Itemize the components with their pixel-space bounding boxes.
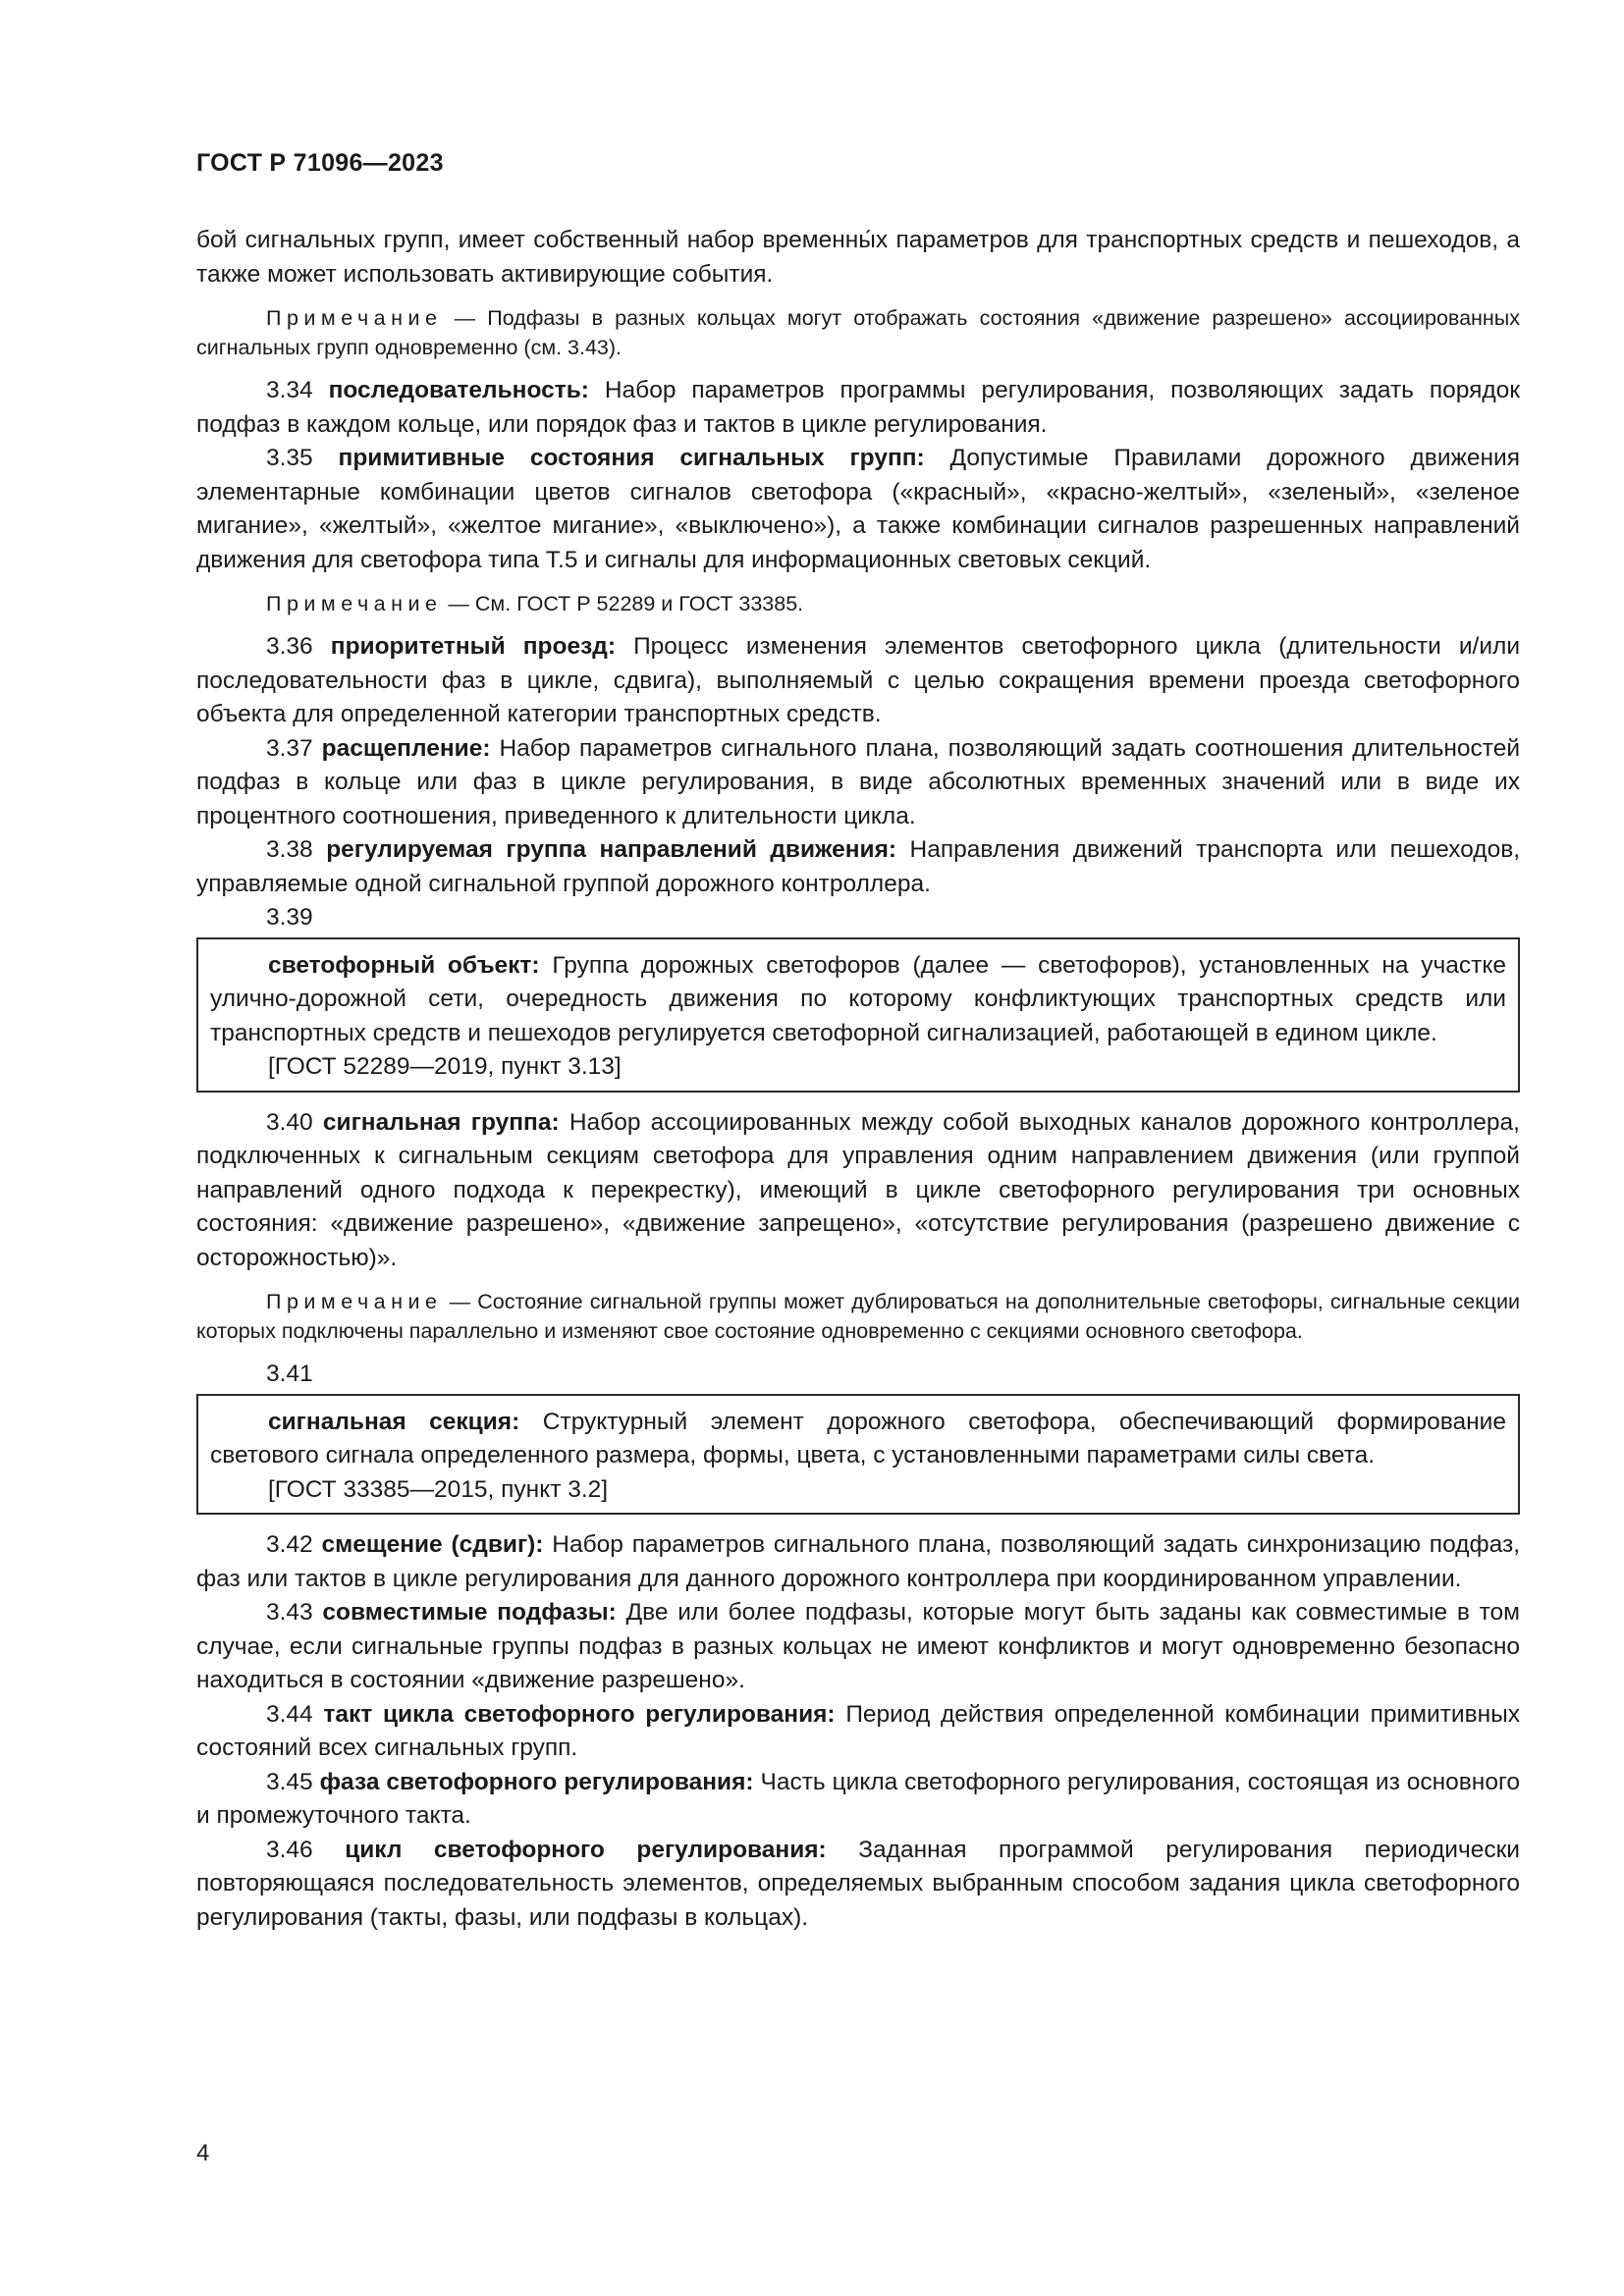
term-name: примитивные состояния сигнальных групп: — [338, 445, 925, 471]
definition-paragraph — [196, 630, 1520, 732]
term-name: приоритетный проезд: — [330, 633, 616, 660]
document-header: ГОСТ Р 71096—2023 — [196, 149, 444, 177]
note-label: Примечание — [266, 306, 443, 330]
definition-paragraph — [196, 833, 1520, 901]
definition-paragraph — [210, 1406, 1506, 1473]
note-paragraph — [196, 1287, 1520, 1346]
definition-paragraph — [196, 442, 1520, 577]
term-name: сигнальная группа: — [322, 1108, 560, 1136]
term-name: цикл светофорного регулирования: — [345, 1836, 827, 1863]
term-number: 3.46 — [266, 1836, 313, 1863]
source-reference: [ГОСТ 52289—2019, пункт 3.13] — [268, 1053, 622, 1080]
note-label: Примечание — [266, 1290, 443, 1313]
term-definition: Допустимые Правилами дорожного движения элементарные комбинации цветов сигналов светофора («красный», «красно-желтый», «зеленый», «зеленое мигание», «желтый», «желтое мигание», «выключено»), а также комбинации сигналов разрешенных направлений движения для светофора типа Т.5 и сигналы для информационных световых секций. — [196, 445, 1520, 573]
definition-paragraph — [196, 1698, 1520, 1766]
term-definition: Две или более подфазы, которые могут быть заданы как совместимые в том случае, если сигнальные группы подфаз в разных кольцах не имеют конфликтов и могут одновременно безопасно находиться в состоянии «движение разрешено». — [196, 1599, 1521, 1693]
term-definition: Набор параметров программы регулирования, позволяющих задать порядок подфаз в каждом кольце, или порядок фаз и тактов в цикле регулирования. — [196, 377, 1520, 438]
term-number: 3.44 — [266, 1700, 313, 1728]
note-paragraph — [196, 589, 1520, 618]
note-label: Примечание — [266, 592, 443, 615]
term-definition: Группа дорожных светофоров (далее — светофоров), установленных на участке улично-дорожной сети, очередность движения по которому конфликтующих транспортных средств или транспортных средств и пешеходов регулируется светофорной сигнализацией, работающей в едином цикле. — [210, 951, 1507, 1046]
term-definition: бой сигнальных групп, имеет собственный набор временны́х параметров для транспортных средств и пешеходов, а также может использовать активирующие события. — [196, 227, 1520, 288]
term-definition: Часть цикла светофорного регулирования, состоящая из основного и промежуточного такта. — [196, 1768, 1520, 1829]
term-definition: Структурный элемент дорожного светофора, обеспечивающий формирование светового сигнала определенного размера, формы, цвета, с установленными параметрами силы света. — [210, 1408, 1506, 1468]
term-definition: Процесс изменения элементов светофорного цикла (длительности и/или последовательности фаз в цикле, сдвига), выполняемый с целью сокращения времени проезда светофорного объекта для определенной категории транспортных средств. — [196, 633, 1521, 727]
term-name: светофорный объект: — [268, 951, 540, 979]
term-number: 3.41 — [266, 1361, 313, 1387]
term-definition: Набор ассоциированных между собой выходных каналов дорожного контроллера, подключенных к сигнальным секциям светофора для управления одним направлением движения (или группой направлений одного подхода к перекрестку), имеющий в цикле светофорного регулирования три основных состояния: «движение разрешено», «движение запрещено», «отсутствие регулирования (разрешено движение с осторожностью)». — [196, 1108, 1520, 1271]
term-number: 3.45 — [266, 1768, 313, 1795]
definition-paragraph — [196, 224, 1520, 292]
term-name: последовательность: — [328, 377, 589, 403]
definition-paragraph — [196, 1834, 1520, 1936]
term-name: совместимые подфазы: — [322, 1599, 617, 1626]
note-text: — Состояние сигнальной группы может дублироваться на дополнительные светофоры, сигнальные секции которых подключены параллельно и изменяют свое состояние одновременно с секциями основного светофора. — [196, 1290, 1520, 1343]
term-name: регулируемая группа направлений движения: — [326, 836, 897, 863]
term-number: 3.35 — [266, 445, 313, 471]
term-number: 3.34 — [266, 377, 313, 403]
definition-paragraph — [210, 949, 1506, 1051]
term-number: 3.43 — [266, 1599, 313, 1626]
definition-paragraph — [196, 1528, 1520, 1596]
quoted-definition-box — [196, 937, 1520, 1093]
term-name: смещение (сдвиг): — [321, 1531, 544, 1558]
term-number: 3.39 — [266, 904, 313, 931]
note-text: — См. ГОСТ Р 52289 и ГОСТ 33385. — [442, 592, 804, 615]
note-paragraph — [196, 303, 1520, 362]
definition-paragraph — [196, 374, 1520, 442]
definition-paragraph — [196, 1766, 1520, 1834]
term-number: 3.40 — [266, 1108, 313, 1136]
term-number: 3.37 — [266, 734, 313, 762]
term-definition: Набор параметров сигнального плана, позволяющий задать синхронизацию подфаз, фаз или тактов в цикле регулирования для данного дорожного контроллера при координированном управлении. — [196, 1531, 1521, 1592]
term-definition: Направления движений транспорта или пешеходов, управляемые одной сигнальной группой дорожного контроллера. — [196, 836, 1521, 897]
term-number: 3.38 — [266, 836, 313, 863]
note-text: — Подфазы в разных кольцах могут отображать состояния «движение разрешено» ассоциированных сигнальных групп одновременно (см. 3.43). — [196, 306, 1520, 359]
quoted-definition-box — [196, 1394, 1520, 1516]
term-definition: Набор параметров сигнального плана, позволяющий задать соотношения длительностей подфаз в кольце или фаз в цикле регулирования, в виде абсолютных временных значений или в виде их процентного соотношения, приведенного к длительности цикла. — [196, 734, 1521, 829]
term-name: сигнальная секция: — [268, 1408, 520, 1435]
source-reference: [ГОСТ 33385—2015, пункт 3.2] — [268, 1475, 609, 1503]
definition-paragraph — [196, 1106, 1520, 1276]
page-number: 4 — [196, 2140, 210, 2166]
document-body — [196, 224, 1520, 1935]
term-definition: Заданная программой регулирования периодически повторяющаяся последовательность элементов, определяемых выбранным способом задания цикла светофорного регулирования (такты, фазы, или подфазы в кольцах). — [196, 1836, 1520, 1931]
definition-paragraph — [196, 1596, 1520, 1698]
term-name: такт цикла светофорного регулирования: — [323, 1700, 836, 1728]
term-number: 3.36 — [266, 633, 313, 660]
definition-paragraph — [196, 732, 1520, 834]
term-number: 3.42 — [266, 1531, 313, 1558]
term-definition: Период действия определенной комбинации примитивных состояний всех сигнальных групп. — [196, 1700, 1521, 1761]
term-name: расщепление: — [321, 734, 491, 762]
term-name: фаза светофорного регулирования: — [319, 1768, 754, 1795]
